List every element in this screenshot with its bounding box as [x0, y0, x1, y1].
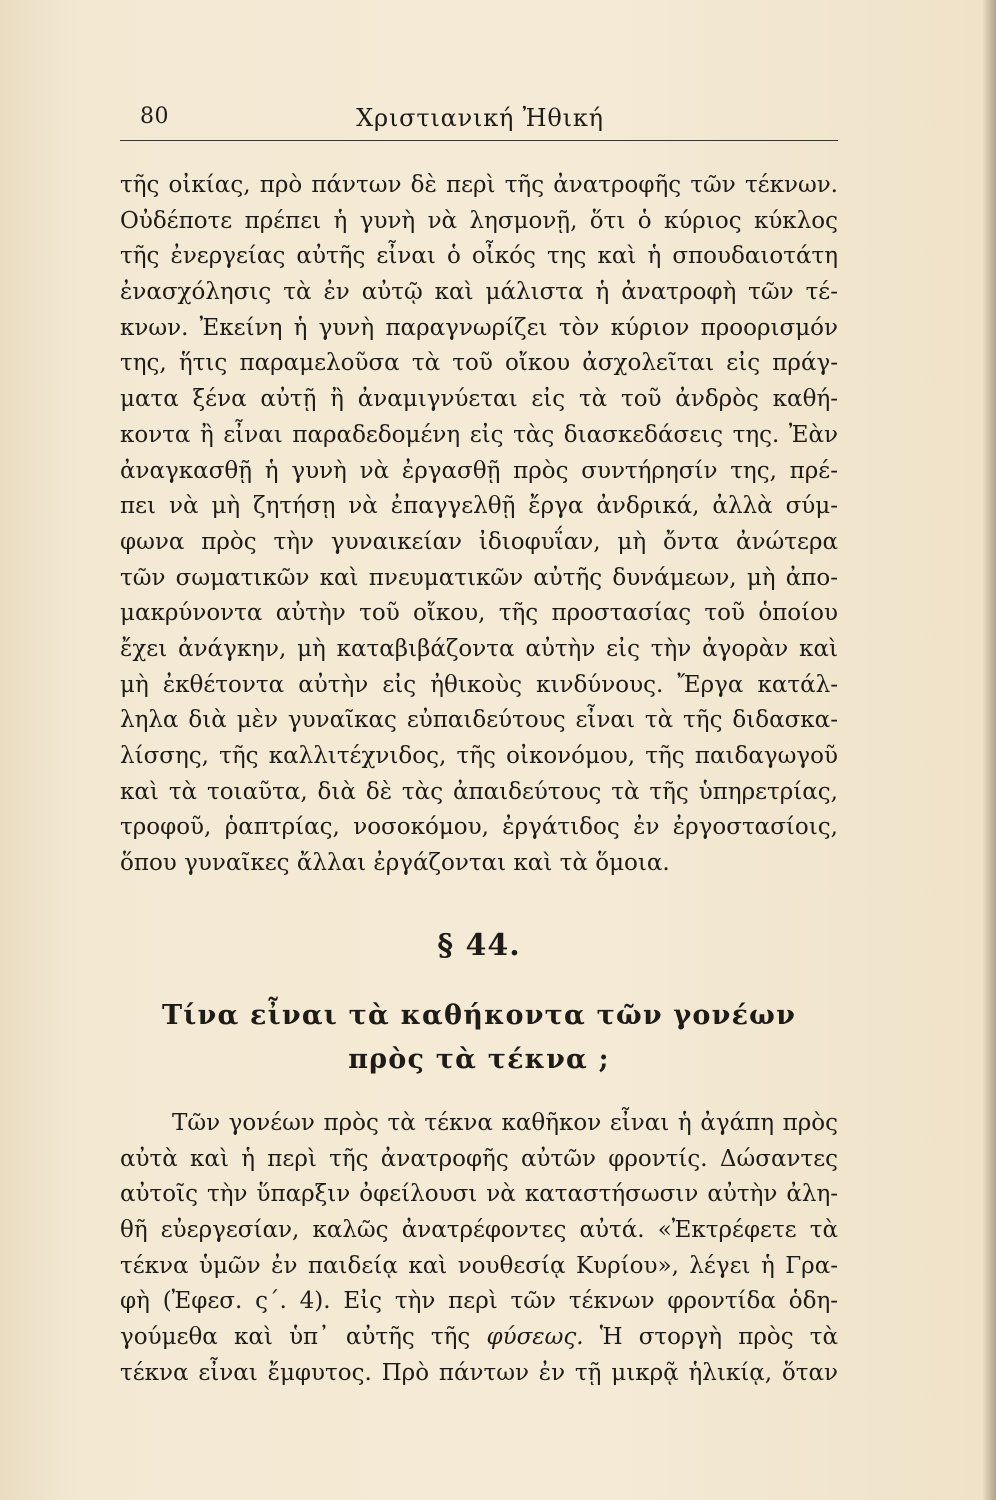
text-line: μακρύνοντα αὐτὴν τοῦ οἴκου, τῆς προστασίας τοῦ ὁποίου — [120, 600, 838, 627]
text-line: αὐτοῖς τὴν ὕπαρξιν ὀφείλουσι νὰ καταστήσωσιν αὐτὴν ἀλη- — [120, 1181, 838, 1208]
text-line: τέκνα εἶναι ἔμφυτος. Πρὸ πάντων ἐν τῇ μικρᾷ ἡλικίᾳ, ὅταν — [120, 1359, 838, 1386]
text-line: κοντα ἢ εἶναι παραδεδομένη εἰς τὰς διασκεδάσεις της. Ἐὰν — [120, 421, 838, 448]
page-number: 80 — [140, 104, 169, 129]
text-line: μὴ ἐκθέτοντα αὐτὴν εἰς ἠθικοὺς κινδύνους. Ἔργα κατάλ- — [120, 671, 838, 698]
text-line: θῆ εὐεργεσίαν, καλῶς ἀνατρέφοντες αὐτά. «Ἐκτρέφετε τὰ — [120, 1217, 838, 1244]
header-rule — [120, 140, 838, 141]
text-line: ἐνασχόλησις τὰ ἐν αὐτῷ καὶ μάλιστα ἡ ἀνατροφὴ τῶν τέ- — [120, 279, 838, 306]
text-line: αὐτὰ καὶ ἡ περὶ τῆς ἀνατροφῆς αὐτῶν φροντίς. Δώσαντες — [120, 1145, 838, 1172]
text-line: ληλα διὰ μὲν γυναῖκας εὐπαιδεύτους εἶναι τὰ τῆς διδασκα- — [120, 707, 838, 734]
text-line: Τῶν γονέων πρὸς τὰ τέκνα καθῆκον εἶναι ἡ ἀγάπη πρὸς — [172, 1110, 838, 1136]
paragraph-section-44 — [120, 1106, 838, 1392]
section-heading-line-1: Τίνα εἶναι τὰ καθήκοντα τῶν γονέων — [161, 1000, 797, 1031]
text-line: ὅπου γυναῖκες ἄλλαι ἐργάζονται καὶ τὰ ὅμοια. — [120, 850, 670, 877]
section-heading-line-2: πρὸς τὰ τέκνα ; — [348, 1044, 610, 1075]
text-line: φὴ (Ἐφεσ. ς΄. 4). Εἰς τὴν περὶ τῶν τέκνων φροντίδα ὁδη- — [120, 1288, 838, 1315]
text-line: της, ἥτις παραμελοῦσα τὰ τοῦ οἴκου ἀσχολεῖται εἰς πράγ- — [120, 350, 838, 377]
page-header — [120, 98, 840, 138]
section-number: § 44. — [437, 928, 521, 963]
text-line: φωνα πρὸς τὴν γυναικείαν ἰδιοφυΐαν, μὴ ὄντα ἀνώτερα — [120, 528, 838, 555]
text-line: καὶ τὰ τοιαῦτα, διὰ δὲ τὰς ἀπαιδεύτους τὰ τῆς ὑπηρετρίας, — [120, 778, 838, 805]
section-heading — [120, 994, 838, 1082]
text-line: τῆς οἰκίας, πρὸ πάντων δὲ περὶ τῆς ἀνατροφῆς τῶν τέκνων. — [120, 172, 838, 198]
text-line: ματα ξένα αὐτῇ ἢ ἀναμιγνύεται εἰς τὰ τοῦ ἀνδρὸς καθή- — [120, 386, 838, 413]
text-line: τέκνα ὑμῶν ἐν παιδείᾳ καὶ νουθεσίᾳ Κυρίου», λέγει ἡ Γρα- — [120, 1252, 838, 1279]
text-line: τῶν σωματικῶν καὶ πνευματικῶν αὐτῆς δυνάμεων, μὴ ἀπο- — [120, 564, 838, 591]
text-line: τροφοῦ, ῥαπτρίας, νοσοκόμου, ἐργάτιδος ἐν ἐργοστασίοις, — [120, 814, 838, 841]
page-edge-shadow — [982, 0, 996, 1500]
running-title: Χριστιανική Ἠθική — [356, 104, 604, 132]
text-line-with-emphasis — [120, 1320, 838, 1356]
text-line: ἀναγκασθῇ ἡ γυνὴ νὰ ἐργασθῇ πρὸς συντήρησίν της, πρέ- — [120, 457, 838, 484]
text-line: πει νὰ μὴ ζητήσῃ νὰ ἐπαγγελθῇ ἔργα ἀνδρικά, ἀλλὰ σύμ- — [120, 493, 838, 520]
text-line: ἔχει ἀνάγκην, μὴ καταβιβάζοντα αὐτὴν εἰς τὴν ἀγορὰν καὶ — [120, 635, 838, 662]
text-line: λίσσης, τῆς καλλιτέχνιδος, τῆς οἰκονόμου, τῆς παιδαγωγοῦ — [120, 743, 838, 769]
text-line: Οὐδέποτε πρέπει ἡ γυνὴ νὰ λησμονῇ, ὅτι ὁ κύριος κύκλος — [120, 207, 838, 234]
paragraph-continued — [120, 168, 838, 882]
text-line: κνων. Ἐκείνη ἡ γυνὴ παραγνωρίζει τὸν κύριον προορισμόν — [120, 314, 838, 341]
emphasized-word: φύσεως. — [486, 1324, 584, 1351]
text-line: τῆς ἐνεργείας αὐτῆς εἶναι ὁ οἶκός της καὶ ἡ σπουδαιοτάτη — [120, 243, 838, 270]
text-segment: γούμεθα καὶ ὑπ᾽ αὐτῆς τῆς — [120, 1324, 471, 1351]
text-segment: Ἡ στοργὴ πρὸς τὰ — [599, 1324, 839, 1351]
